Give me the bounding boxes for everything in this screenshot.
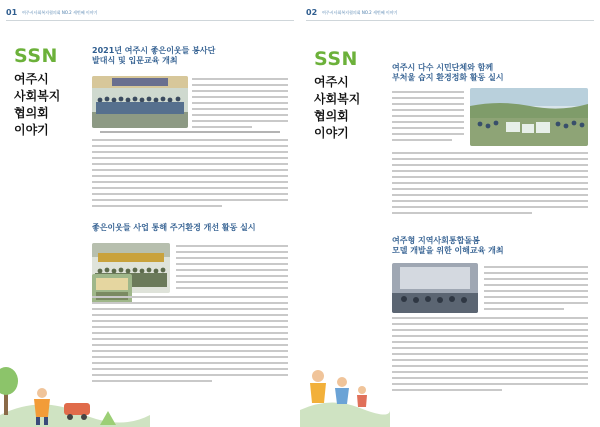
picnic-illustration [0, 355, 150, 427]
org-name-line: 여주시 [314, 75, 349, 89]
housing-inset-photo [92, 274, 132, 304]
org-name-line: 협의회 [14, 106, 49, 120]
article-title: 좋은이웃들 사업 통해 주거환경 개선 활동 실시 [92, 223, 256, 232]
article-housing-improvement [92, 223, 288, 233]
article-title-line: 부처울 습지 환경정화 활동 실시 [392, 73, 504, 82]
ssn-logo: SSN [314, 48, 358, 70]
org-name [14, 71, 84, 139]
header-title: 여주시사회복지협의회 NO.2 세번째 이야기 [322, 10, 398, 15]
org-name-line: 이야기 [314, 126, 349, 140]
article-title [392, 63, 588, 83]
article-title-line: 모델 개발을 위한 이해교육 개최 [392, 246, 504, 255]
right-page [300, 0, 600, 427]
sidebar [14, 45, 84, 139]
article-volunteer-launch [92, 46, 288, 66]
page-number: 01 [6, 8, 18, 17]
sidebar [314, 48, 384, 142]
org-name-line: 이야기 [14, 123, 49, 137]
article-title-line: 여주시 다수 시민단체와 함께 [392, 63, 494, 72]
cleanup-photo [470, 88, 588, 146]
page-number: 02 [306, 8, 318, 17]
article-title [392, 236, 588, 256]
page-header [6, 10, 294, 21]
article-title-line: 여주형 지역사회통합돌봄 [392, 236, 480, 245]
family-illustration [300, 330, 390, 427]
article-wetland-cleanup [392, 63, 588, 83]
org-name [314, 74, 384, 142]
article-title-line: 2021년 여주시 좋은이웃들 봉사단 [92, 46, 216, 55]
org-name-line: 협의회 [314, 109, 349, 123]
org-name-line: 여주시 [14, 72, 49, 86]
page-header [306, 10, 594, 21]
header-title: 여주시사회복지협의회 NO.2 세번째 이야기 [22, 10, 98, 15]
org-name-line: 사회복지 [14, 89, 61, 103]
article-integrated-care [392, 236, 588, 256]
org-name-line: 사회복지 [314, 92, 361, 106]
ssn-logo: SSN [14, 45, 58, 67]
group-photo [92, 76, 188, 128]
article-title [92, 46, 288, 66]
seminar-photo [392, 263, 478, 313]
article-title-line: 발대식 및 입문교육 개최 [92, 56, 178, 65]
